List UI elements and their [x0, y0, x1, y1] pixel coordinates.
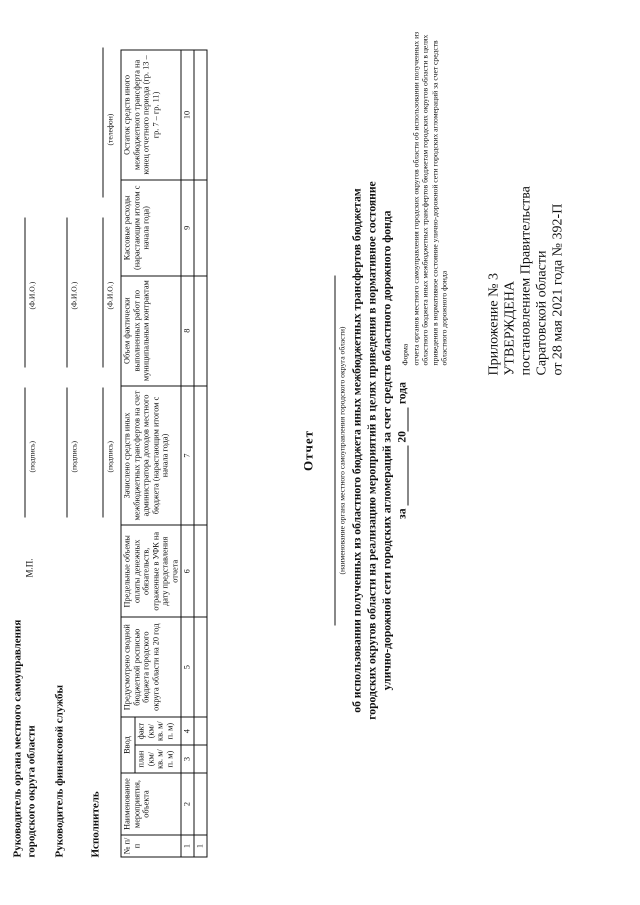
table-cell: [193, 179, 206, 275]
table-cell: [193, 385, 206, 525]
subject-line: городских округов области на реализацию мероприятий в целях приведения в нормативное состояние: [365, 180, 378, 720]
fio-caption: (Ф.И.О.): [105, 281, 114, 309]
phone-line: [88, 47, 103, 197]
report-table: [120, 49, 207, 857]
signature-caption: (подпись): [105, 440, 114, 472]
table-row: [193, 50, 206, 857]
subject-line: об использовании полученных из областного бюджета иных межбюджетных трансфертов бюджетам: [350, 187, 363, 713]
fio-line: [52, 217, 67, 367]
header-plan: план (км/ кв. м/ п. м): [135, 745, 181, 773]
signature-row-head: [10, 37, 40, 857]
column-number: 2: [181, 773, 194, 835]
fio-caption: (Ф.И.О.): [27, 281, 36, 309]
fio-line: [10, 217, 25, 367]
header-credited-funds: Зачислено средств иных межбюджетных трансфертов на счет администратора доходов местного бюджета (нарастающим итогом с начала года): [121, 385, 181, 525]
appendix-number: Приложение № 3: [486, 272, 501, 375]
table-cell: 1: [193, 835, 206, 857]
signature-caption: (подпись): [27, 440, 36, 472]
header-planned-budget: Предусмотрено сводной бюджетной росписью бюджета городского округа области на 20 год: [121, 617, 181, 717]
signature-caption: (подпись): [69, 440, 78, 472]
subject-line: улично-дорожной сети городских агломераций за счет средств областного дорожного фонда: [380, 210, 393, 690]
table-cell: [193, 745, 206, 773]
column-number: 8: [181, 275, 194, 385]
column-number-row: [181, 50, 194, 857]
head-title: [10, 619, 38, 857]
column-number: 9: [181, 179, 194, 275]
signature-row-executor: [88, 37, 118, 857]
approval-date: от 28 мая 2021 года № 392-П: [550, 203, 565, 375]
header-num: № п/п: [121, 835, 181, 857]
table-cell: [193, 525, 206, 617]
column-number: 4: [181, 717, 194, 745]
table-cell: [193, 275, 206, 385]
head-title-line: городского округа области: [25, 724, 37, 857]
approved-region: Саратовской области: [534, 250, 549, 375]
period-prefix: за: [395, 507, 408, 519]
header-name: Наименование мероприятия, объекта: [121, 773, 181, 835]
stamp-place: М.П.: [24, 557, 34, 577]
phone-caption: (телефон): [105, 113, 114, 145]
signature-line: [10, 387, 25, 517]
table-cell: [193, 50, 206, 180]
fio-line: [88, 217, 103, 367]
org-name-line: [326, 275, 335, 625]
column-number: 5: [181, 617, 194, 717]
table-cell: [193, 717, 206, 745]
column-number: 7: [181, 385, 194, 525]
report-period: [395, 55, 408, 845]
column-number: 10: [181, 50, 194, 180]
approved-by: постановлением Правительства: [518, 185, 533, 375]
org-caption: (наименование органа местного самоуправления городского округа области): [337, 326, 346, 574]
period-blank: [396, 445, 408, 505]
form-description: отчета органов местного самоуправления городских округов области об использовании полученных из областного бюджета иных межбюджетных трансфертов бюджетам городских округов области в целях приведения в нормативное состояние улично-дорожной сети городских агломераций за счет средств областного дорожного фонда: [411, 31, 448, 365]
header-fact: факт (км/ кв. м/ п. м): [135, 717, 181, 745]
column-number: 6: [181, 525, 194, 617]
table-cell: [193, 773, 206, 835]
period-suffix: года: [395, 381, 408, 404]
finance-title: Руководитель финансовой службы: [53, 684, 65, 857]
signature-line: [88, 387, 103, 517]
header-input: Ввод: [121, 717, 135, 773]
approved-word: УТВЕРЖДЕНА: [502, 280, 517, 375]
header-remaining-funds: Остаток средств иного межбюджетного трансферта на конец отчетного периода (гр. 13 – гр. 7 – гр. 11): [121, 50, 181, 180]
report-subject: [349, 55, 394, 845]
fio-caption: (Ф.И.О.): [69, 281, 78, 309]
period-year-blank: [396, 407, 408, 431]
head-title-line: Руководитель органа местного самоуправления: [11, 619, 23, 857]
report-heading: [300, 55, 408, 845]
period-year-prefix: 20: [395, 430, 408, 443]
report-title: Отчет: [300, 429, 315, 471]
table-cell: [193, 617, 206, 717]
signature-line: [52, 387, 67, 517]
column-number: 3: [181, 745, 194, 773]
form-label: Форма: [400, 343, 409, 365]
column-number: 1: [181, 835, 194, 857]
header-cash-expenses: Кассовые расходы (нарастающим итогом с начала года): [121, 179, 181, 275]
header-payment-limits: Предельные объемы оплаты денежных обязательств, отраженные в УФК на дату представления отчета: [121, 525, 181, 617]
executor-title: Исполнитель: [89, 790, 101, 857]
approval-block: [486, 75, 566, 375]
signature-row-finance: [52, 37, 82, 857]
header-work-volume: Объем фактически выполненных работ по муниципальным контрактам: [121, 275, 181, 385]
